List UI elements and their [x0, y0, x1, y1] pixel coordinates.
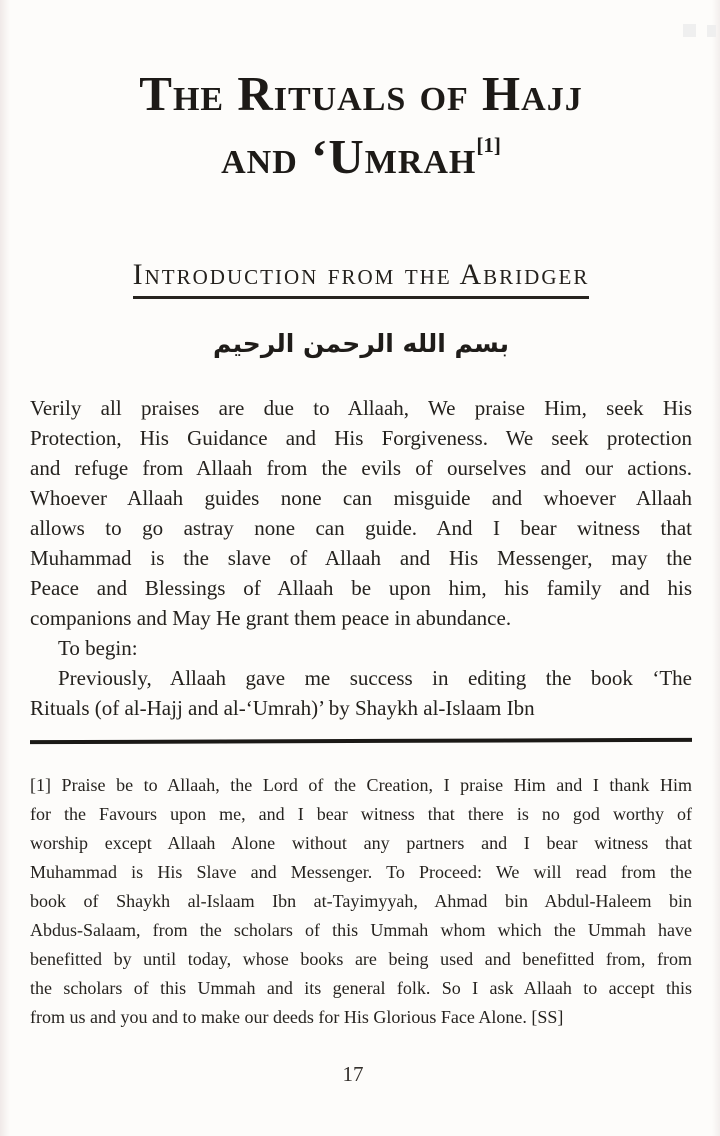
text-line: and refuge from Allaah from the evils of ourselves and our actions. — [30, 456, 692, 480]
footnote-separator-rule — [30, 738, 692, 744]
paragraph-opening-praise — [30, 393, 692, 633]
footnote-paragraph — [30, 771, 692, 1032]
scan-edge-left — [0, 0, 10, 1136]
text-line: Previously, Allaah gave me success in editing the book ‘The — [58, 666, 692, 690]
text-line: To begin: — [58, 636, 138, 660]
text-line: worship except Allaah Alone without any partners and I bear witness that — [30, 833, 692, 853]
text-line: Muhammad is the slave of Allaah and His Messenger, may the — [30, 546, 692, 570]
chapter-title-line2: and ‘Umrah — [221, 129, 477, 184]
page-content — [30, 0, 692, 1032]
text-line: Protection, His Guidance and His Forgiveness. We seek protection — [30, 426, 692, 450]
page-number: 17 — [342, 1062, 364, 1086]
chapter-title-line1: The Rituals of Hajj — [139, 66, 583, 121]
text-line: benefitted by until today, whose books are being used and benefitted from, from — [30, 949, 692, 969]
text-line: Muhammad is His Slave and Messenger. To Proceed: We will read from the — [30, 862, 692, 882]
text-line: Peace and Blessings of Allaah be upon him, his family and his — [30, 576, 692, 600]
scan-edge-right — [712, 0, 720, 1136]
text-line: from us and you and to make our deeds for His Glorious Face Alone. [SS] — [30, 1007, 564, 1027]
paragraph-to-begin — [30, 633, 692, 663]
text-line: allows to go astray none can guide. And I bear witness that — [30, 516, 692, 540]
chapter-title — [30, 62, 692, 188]
scan-artifact — [707, 25, 716, 37]
footnote-reference: [1] — [476, 132, 501, 157]
text-line: companions and May He grant them peace in abundance. — [30, 606, 512, 630]
text-line: [1] Praise be to Allaah, the Lord of the Creation, I praise Him and I thank Him — [30, 775, 692, 795]
footnote-block — [30, 771, 692, 1032]
body-text — [30, 393, 692, 723]
text-line: Verily all praises are due to Allaah, We praise Him, seek His — [30, 396, 692, 420]
text-line: for the Favours upon me, and I bear witness that there is no god worthy of — [30, 804, 692, 824]
paragraph-previously — [30, 663, 692, 723]
section-heading-text: Introduction from the Abridger — [133, 258, 590, 299]
section-heading — [30, 258, 692, 299]
text-line: Whoever Allaah guides none can misguide and whoever Allaah — [30, 486, 692, 510]
text-line: book of Shaykh al-Islaam Ibn at-Tayimyyah, Ahmad bin Abdul-Haleem bin — [30, 891, 692, 911]
text-line: Rituals (of al-Hajj and al-‘Umrah)’ by Shaykh al-Islaam Ibn — [30, 696, 535, 720]
text-line: Abdus-Salaam, from the scholars of this Ummah whom which the Ummah have — [30, 920, 692, 940]
basmala-arabic-text: بسم الله الرحمن الرحيم — [213, 329, 509, 358]
text-line: the scholars of this Ummah and its general folk. So I ask Allaah to accept this — [30, 978, 692, 998]
